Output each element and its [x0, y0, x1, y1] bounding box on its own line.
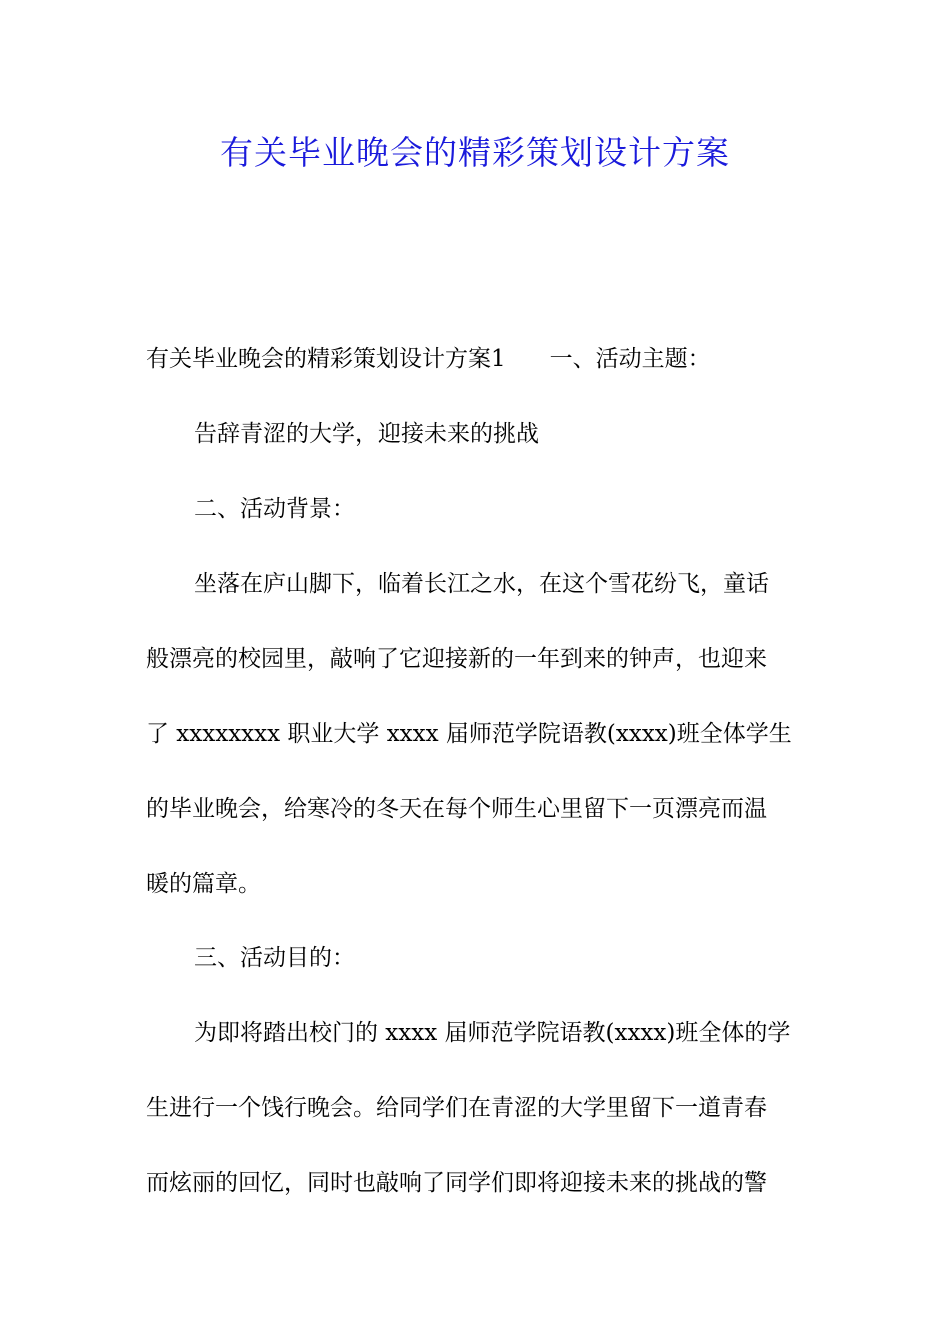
purpose-line: 生进行一个饯行晚会。给同学们在青涩的大学里留下一道青春 [146, 1095, 767, 1121]
theme-heading: 一、活动主题： [549, 346, 711, 372]
background-line: 暖的篇章。 [146, 871, 261, 897]
first-line [146, 342, 806, 376]
background-line: 般漂亮的校园里，敲响了它迎接新的一年到来的钟声，也迎来 [146, 646, 767, 672]
background-line: 了 xxxxxxxx 职业大学 xxxx 届师范学院语教(xxxx)班全体学生 [146, 721, 792, 747]
theme-text: 告辞青涩的大学，迎接未来的挑战 [194, 421, 539, 447]
subheading: 有关毕业晚会的精彩策划设计方案1 [146, 346, 506, 372]
purpose-line: 为即将踏出校门的 xxxx 届师范学院语教(xxxx)班全体的学 [194, 1020, 791, 1046]
document-title: 有关毕业晚会的精彩策划设计方案 [220, 133, 730, 172]
background-line: 坐落在庐山脚下，临着长江之水，在这个雪花纷飞，童话 [194, 571, 769, 597]
background-line: 的毕业晚会，给寒冷的冬天在每个师生心里留下一页漂亮而温 [146, 796, 767, 822]
purpose-line: 而炫丽的回忆，同时也敲响了同学们即将迎接未来的挑战的警 [146, 1170, 767, 1196]
purpose-heading: 三、活动目的： [194, 945, 355, 971]
background-heading: 二、活动背景： [194, 496, 355, 522]
